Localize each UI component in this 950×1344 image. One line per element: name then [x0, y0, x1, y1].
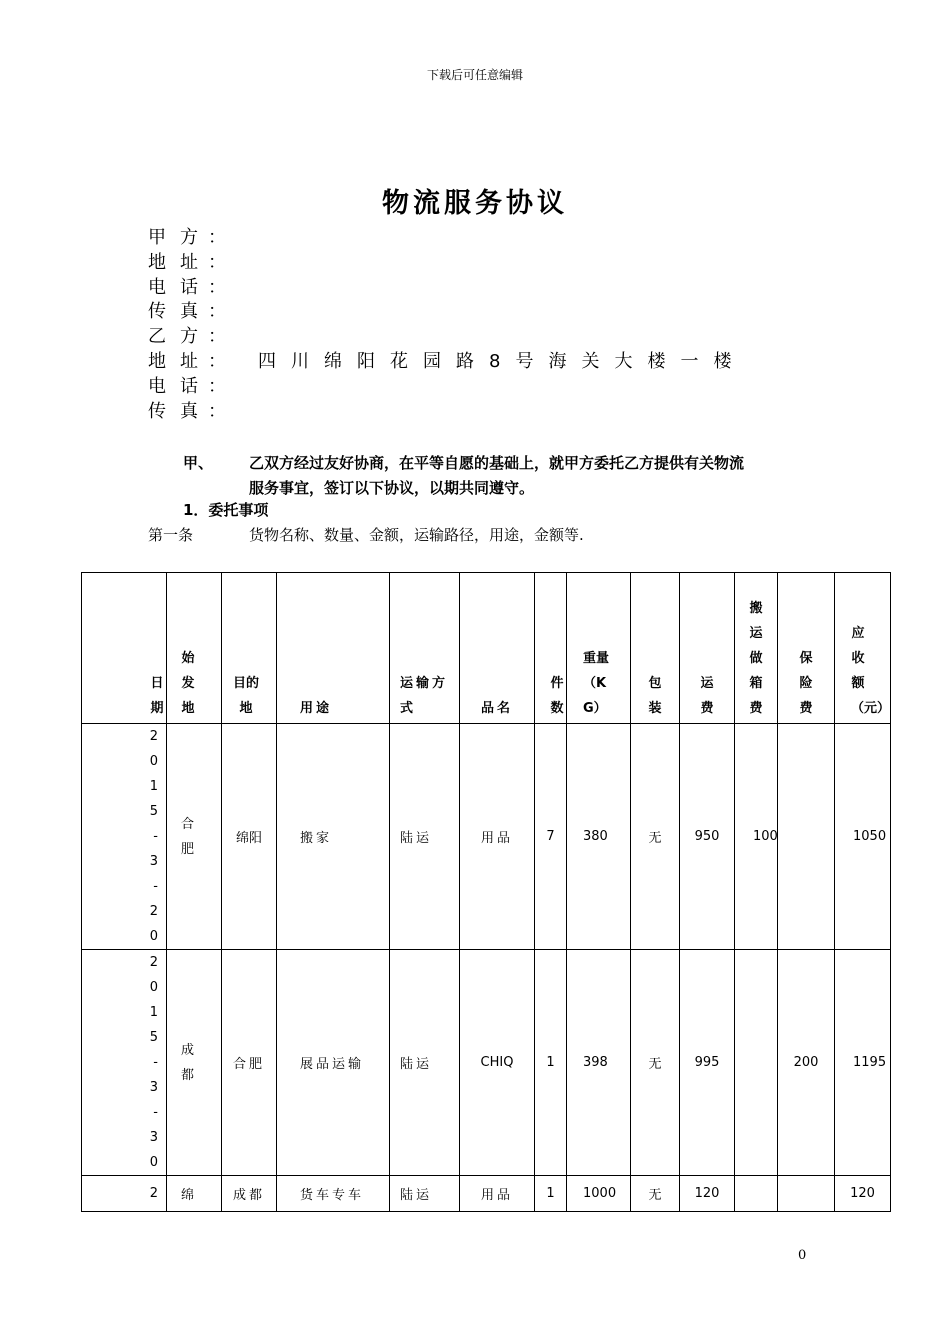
party-value	[238, 227, 258, 248]
article-label: 第一条	[148, 526, 194, 544]
cell-item-name: 用品	[460, 1176, 535, 1212]
cell-receivable: 1195	[835, 950, 891, 1176]
party-row-b-address	[148, 350, 746, 375]
header-item-name: 品名	[460, 573, 535, 724]
cell-receivable: 1050	[835, 724, 891, 950]
table-header-row	[82, 573, 891, 724]
cell-packaging: 无	[631, 1176, 680, 1212]
party-colon: ：	[208, 251, 226, 273]
intro-line-2: 服务事宜，签订以下协议，以期共同遵守。	[249, 479, 535, 497]
header-origin: 始发地	[167, 573, 222, 724]
cell-insurance: 200	[778, 950, 835, 1176]
party-label: 电话	[148, 375, 212, 397]
cell-insurance	[778, 1176, 835, 1212]
cell-destination: 合肥	[222, 950, 277, 1176]
party-colon: ：	[208, 350, 226, 372]
party-value	[238, 252, 258, 273]
cell-transport-mode: 陆运	[390, 1176, 460, 1212]
page-title: 物流服务协议	[382, 188, 568, 219]
cell-weight: 1000	[567, 1176, 631, 1212]
intro-lead: 甲、	[183, 454, 214, 472]
header-destination: 目的地	[222, 573, 277, 724]
header-insurance: 保险费	[778, 573, 835, 724]
cell-handling-fee: 100	[735, 724, 778, 950]
party-row-b-fax	[148, 400, 746, 425]
cell-transport-mode: 陆运	[390, 724, 460, 950]
cell-origin: 绵	[167, 1176, 222, 1212]
goods-table	[81, 572, 891, 1212]
party-value	[238, 277, 258, 298]
cell-handling-fee	[735, 1176, 778, 1212]
party-row-a-phone	[148, 276, 746, 301]
header-date: 日期	[82, 573, 167, 724]
party-colon: ：	[208, 227, 226, 248]
cell-receivable: 120	[835, 1176, 891, 1212]
header-receivable: 应收额（元）	[835, 573, 891, 724]
party-value	[238, 301, 258, 322]
header-packaging: 包装	[631, 573, 680, 724]
intro-line-1: 乙双方经过友好协商，在平等自愿的基础上，就甲方委托乙方提供有关物流	[249, 454, 745, 472]
party-value	[238, 401, 258, 422]
header-handling-fee: 搬运做箱费	[735, 573, 778, 724]
cell-date: 2015-3-30	[82, 950, 167, 1176]
cell-quantity: 1	[535, 950, 567, 1176]
cell-origin: 合肥	[167, 724, 222, 950]
party-colon: ：	[208, 375, 226, 397]
cell-destination: 成都	[222, 1176, 277, 1212]
cell-weight: 398	[567, 950, 631, 1176]
cell-insurance	[778, 724, 835, 950]
cell-quantity: 7	[535, 724, 567, 950]
party-row-b	[148, 325, 746, 350]
cell-freight: 995	[680, 950, 735, 1176]
article-1	[148, 524, 584, 545]
intro-paragraph	[183, 451, 823, 501]
party-row-a-fax	[148, 300, 746, 325]
party-colon: ：	[208, 400, 226, 422]
header-purpose: 用途	[277, 573, 390, 724]
cell-date: 2015-3-20	[82, 724, 167, 950]
cell-freight: 120	[680, 1176, 735, 1212]
cell-item-name: 用品	[460, 724, 535, 950]
section-heading: 1．委托事项	[183, 501, 269, 519]
party-label: 甲方	[148, 227, 212, 248]
cell-quantity: 1	[535, 1176, 567, 1212]
party-label: 地址	[148, 251, 212, 273]
party-value: 四川绵阳花园路8号海关大楼一楼	[258, 350, 747, 372]
article-text: 货物名称、数量、金额，运输路径，用途，金额等.	[249, 526, 584, 544]
party-label: 乙方	[148, 326, 212, 348]
party-label: 电话	[148, 276, 212, 298]
header-transport-mode: 运输方式	[390, 573, 460, 724]
table-row	[82, 1176, 891, 1212]
party-label: 传真	[148, 400, 212, 422]
party-colon: ：	[208, 276, 226, 298]
cell-item-name: CHIQ	[460, 950, 535, 1176]
table-row	[82, 950, 891, 1176]
header-quantity: 件数	[535, 573, 567, 724]
cell-handling-fee	[735, 950, 778, 1176]
cell-transport-mode: 陆运	[390, 950, 460, 1176]
party-label: 传真	[148, 301, 212, 323]
party-colon: ：	[208, 326, 226, 348]
cell-origin: 成都	[167, 950, 222, 1176]
cell-purpose: 搬家	[277, 724, 390, 950]
cell-purpose: 展品运输	[277, 950, 390, 1176]
cell-packaging: 无	[631, 950, 680, 1176]
cell-freight: 950	[680, 724, 735, 950]
cell-packaging: 无	[631, 724, 680, 950]
party-label: 地址	[148, 350, 212, 372]
header-note: 下载后可任意编辑	[426, 68, 523, 82]
party-row-b-phone	[148, 375, 746, 400]
header-freight: 运费	[680, 573, 735, 724]
party-value	[238, 376, 258, 397]
party-value	[238, 326, 258, 347]
party-row-a-address	[148, 251, 746, 276]
table-row	[82, 724, 891, 950]
cell-purpose: 货车专车	[277, 1176, 390, 1212]
cell-destination: 绵阳	[222, 724, 277, 950]
page-number: 0	[798, 1248, 807, 1263]
header-weight: 重量（KG）	[567, 573, 631, 724]
cell-weight: 380	[567, 724, 631, 950]
party-row-a	[148, 226, 746, 251]
parties-block	[148, 226, 746, 424]
party-colon: ：	[208, 301, 226, 323]
cell-date: 2	[82, 1176, 167, 1212]
